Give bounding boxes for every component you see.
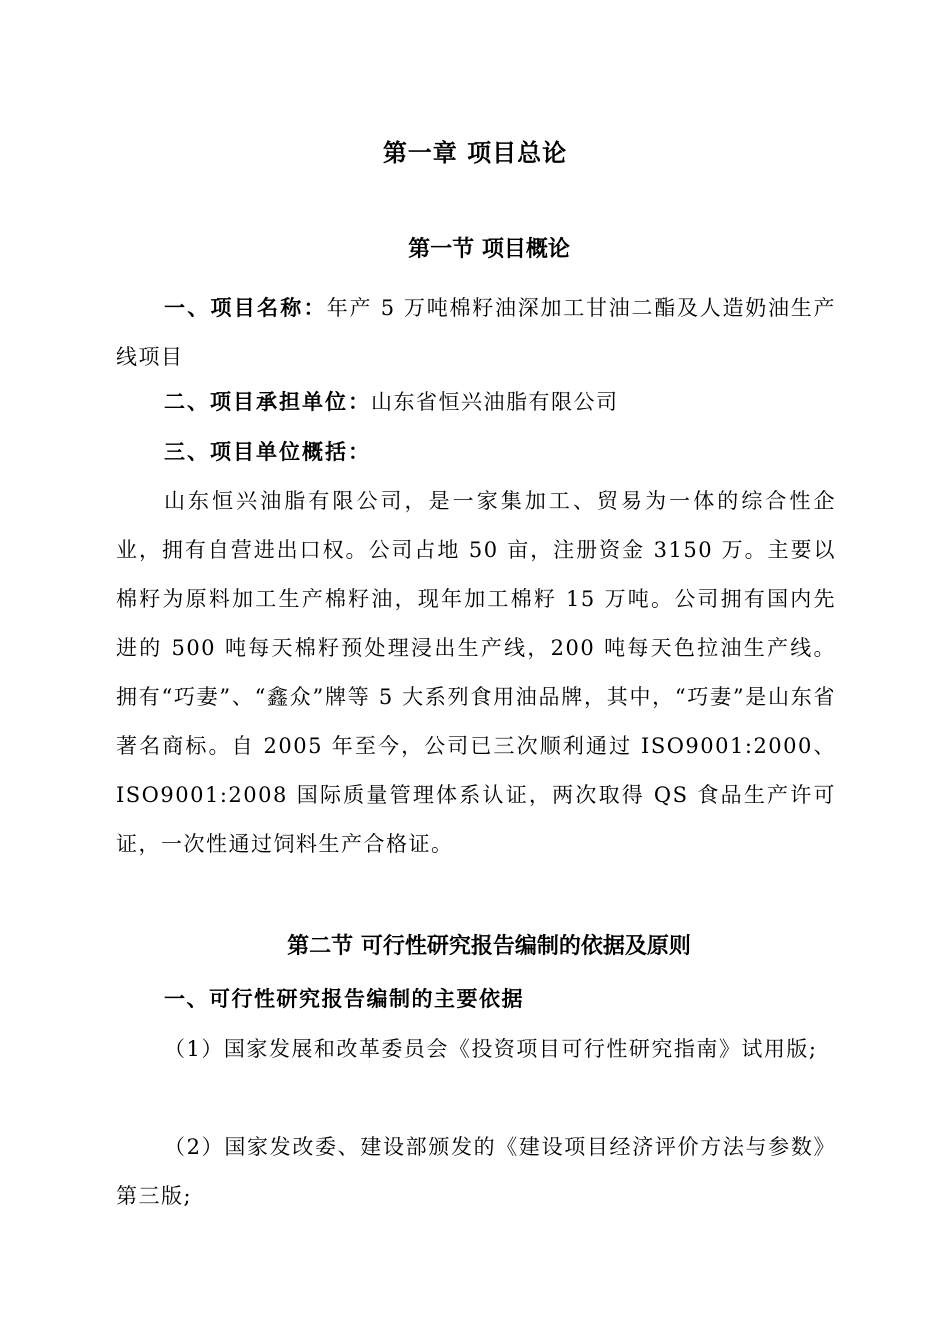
section-title-basis: 第二节 可行性研究报告编制的依据及原则	[287, 934, 691, 959]
project-name-label: 一、项目名称：	[164, 296, 327, 320]
section-title-overview: 第一节 项目概论	[408, 237, 570, 262]
basis-heading: 一、可行性研究报告编制的主要依据	[164, 987, 524, 1011]
project-unit-label: 二、项目承担单位：	[164, 390, 371, 414]
overview-label: 三、项目单位概括：	[164, 440, 371, 464]
project-unit-paragraph	[116, 378, 836, 427]
reference-item: （2）国家发改委、建设部颁发的《建设项目经济评价方法与参数》第三版;	[116, 1135, 836, 1208]
project-name-paragraph	[116, 284, 836, 382]
project-unit-value: 山东省恒兴油脂有限公司	[371, 390, 619, 414]
chapter-title: 第一章 项目总论	[382, 139, 568, 167]
project-name-value: 年产 5 万吨棉籽油深加工甘油二酯及人造奶油生产线项目	[116, 296, 836, 369]
reference-item: （1）国家发展和改革委员会《投资项目可行性研究指南》试用版;	[164, 1037, 818, 1061]
overview-heading-paragraph	[116, 428, 836, 477]
overview-body: 山东恒兴油脂有限公司，是一家集加工、贸易为一体的综合性企业，拥有自营进出口权。公司占地 50 亩，注册资金 3150 万。主要以棉籽为原料加工生产棉籽油，现年加工棉籽 15 万吨。公司拥有国内先进的 500 吨每天棉籽预处理浸出生产线，200 吨每天色拉油生产线。拥有“巧妻”、“鑫众”牌等 5 大系列食用油品牌，其中，“巧妻”是山东省著名商标。自 2005 年至今，公司已三次顺利通过 ISO9001:2000、ISO9001:2008 国际质量管理体系认证，两次取得 QS 食品生产许可证，一次性通过饲料生产合格证。	[116, 489, 836, 856]
